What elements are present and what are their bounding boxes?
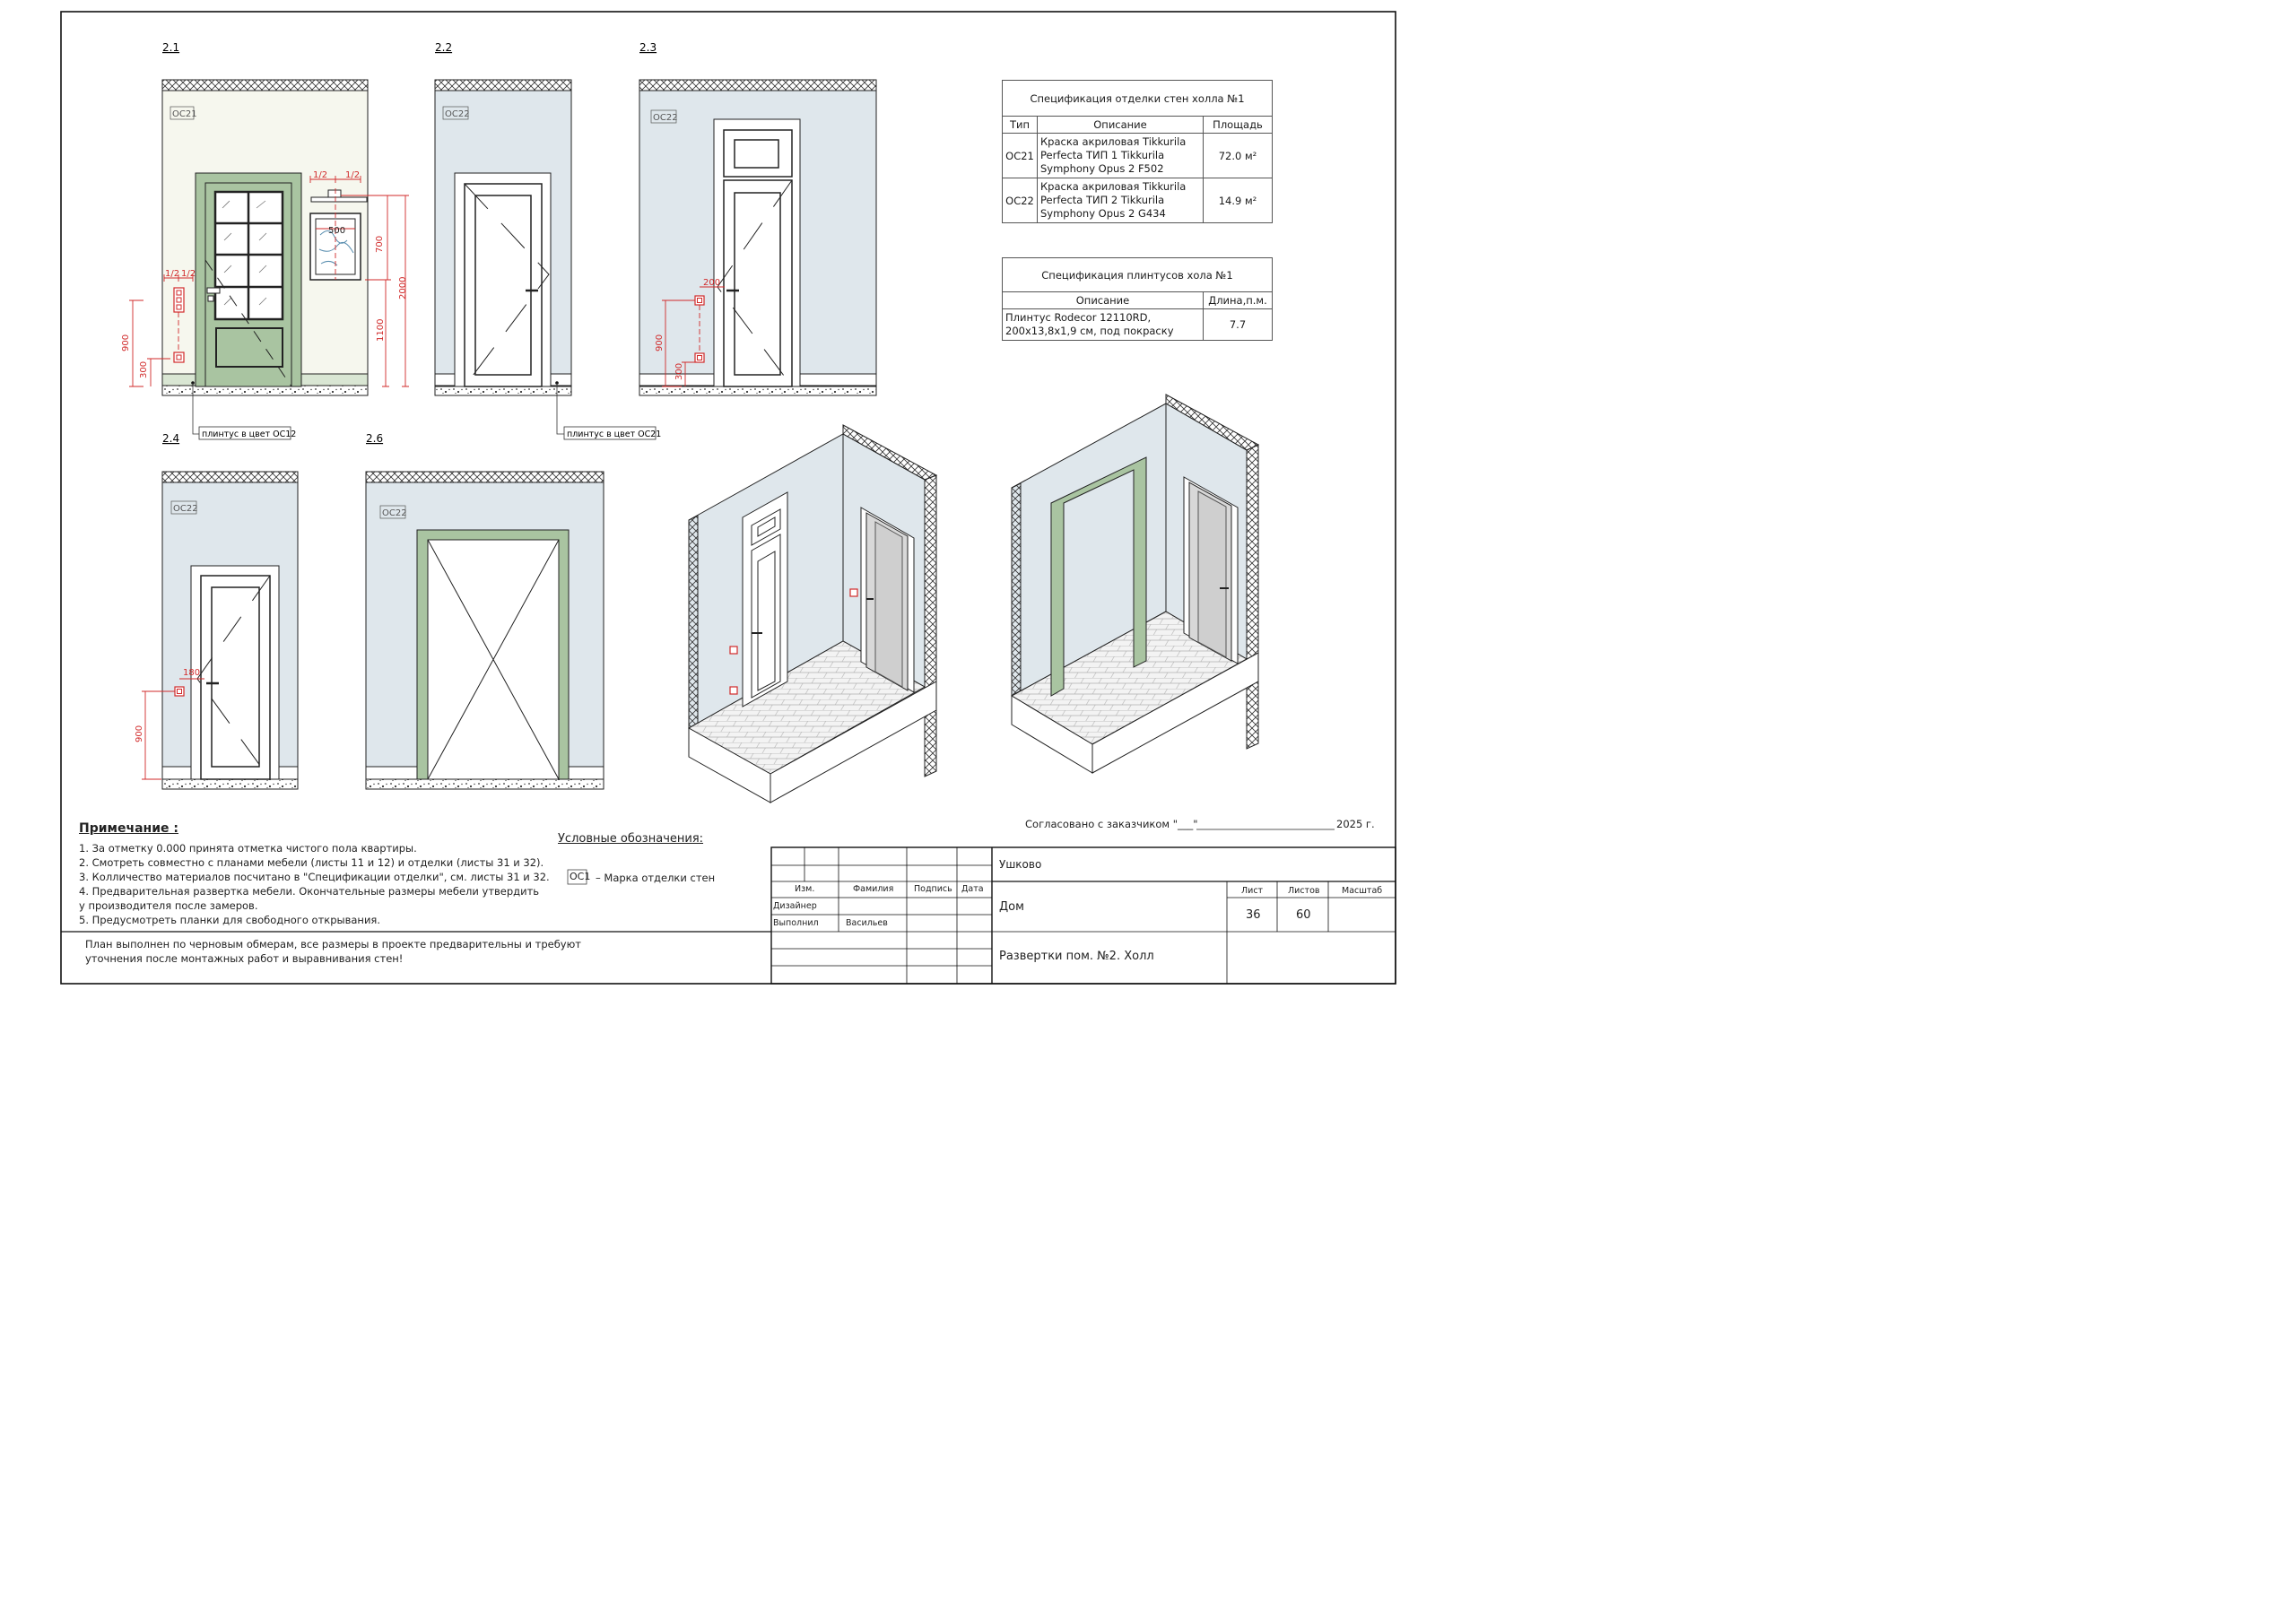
- note-item: 1. За отметку 0.000 принята отметка чистого пола квартиры.: [79, 842, 417, 855]
- col-sign: Подпись: [914, 884, 952, 894]
- finish-mark: ОС22: [173, 504, 198, 514]
- elevation-2-3: [639, 41, 876, 395]
- disclaimer-line: План выполнен по черновым обмерам, все размеры в проекте предварительны и требуют: [85, 938, 581, 950]
- project-name: Ушково: [999, 858, 1042, 871]
- dim-2000: 2000: [398, 276, 408, 299]
- row-area: 72.0 м²: [1204, 134, 1273, 178]
- col-area: Площадь: [1204, 117, 1273, 134]
- row-type: ОС21: [1003, 134, 1038, 178]
- col-family: Фамилия: [853, 884, 894, 894]
- dim-700: 700: [375, 235, 385, 253]
- dim-180: 180: [183, 668, 201, 678]
- view-label: 2.4: [162, 432, 180, 445]
- dim-1100: 1100: [376, 318, 386, 342]
- col-length: Длина,п.м.: [1204, 292, 1273, 309]
- finish-mark: ОС22: [382, 508, 407, 518]
- plinth-note: плинтус в цвет ОС12: [202, 430, 297, 439]
- sheet-title: Развертки пом. №2. Холл: [999, 950, 1154, 963]
- sheet-number: 36: [1246, 908, 1261, 922]
- wall-finish-spec-table: [1002, 80, 1273, 223]
- dim-half: 1/2: [345, 170, 361, 180]
- row-type: ОС22: [1003, 178, 1038, 223]
- elevation-2-6: [366, 432, 604, 789]
- elevation-2-4: [135, 432, 298, 789]
- dim-half: 1/2: [181, 269, 196, 279]
- approval-prefix: Согласовано с заказчиком "___": [1025, 818, 1198, 830]
- lists-label: Листов: [1288, 886, 1320, 896]
- disclaimer-line: уточнения после монтажных работ и выравнивания стен!: [85, 952, 404, 965]
- row-desc: Краска акриловая Tikkurila Perfecta ТИП 1 Tikkurila Symphony Opus 2 F502: [1038, 134, 1204, 178]
- col-type: Тип: [1003, 117, 1038, 134]
- col-desc: Описание: [1038, 117, 1204, 134]
- plinth-spec-title: Спецификация плинтусов хола №1: [1003, 258, 1273, 292]
- elevation-2-1: [121, 41, 409, 439]
- isometric-view-right: [1012, 395, 1258, 773]
- view-label: 2.1: [162, 41, 180, 54]
- row-area: 14.9 м²: [1204, 178, 1273, 223]
- dim-900: 900: [135, 725, 144, 742]
- row-desc: Плинтус Rodecor 12110RD, 200х13,8х1,9 см, под покраску: [1003, 309, 1204, 341]
- dim-900: 900: [121, 334, 131, 352]
- dim-half: 1/2: [165, 269, 180, 279]
- role-designer: Дизайнер: [773, 901, 817, 911]
- dim-900: 900: [655, 334, 665, 352]
- finish-mark: ОС21: [172, 109, 197, 119]
- dim-300: 300: [674, 362, 684, 380]
- finish-mark: ОС22: [445, 109, 470, 119]
- scale-label: Масштаб: [1342, 886, 1383, 896]
- approval-year: 2025 г.: [1336, 818, 1375, 830]
- role-performer: Выполнил: [773, 918, 819, 928]
- isometric-view-left: [689, 425, 936, 803]
- plinth-spec-table: [1002, 257, 1273, 341]
- wall-spec-title: Спецификация отделки стен холла №1: [1003, 81, 1273, 117]
- list-label: Лист: [1241, 886, 1264, 896]
- plinth-note: плинтус в цвет ОС21: [567, 430, 662, 439]
- sheet-count: 60: [1296, 908, 1311, 922]
- note-item: у производителя после замеров.: [79, 899, 258, 912]
- row-length: 7.7: [1204, 309, 1273, 341]
- dim-500: 500: [328, 226, 346, 236]
- legend-mark: ОС1: [570, 871, 591, 882]
- object-name: Дом: [999, 900, 1024, 914]
- col-izm: Изм.: [795, 884, 815, 894]
- row-desc: Краска акриловая Tikkurila Perfecta ТИП 2 Tikkurila Symphony Opus 2 G434: [1038, 178, 1204, 223]
- note-item: 2. Смотреть совместно с планами мебели (листы 11 и 12) и отделки (листы 31 и 32).: [79, 856, 544, 869]
- legend-title: Условные обозначения:: [558, 832, 704, 846]
- elevation-2-2: [435, 41, 661, 439]
- dim-200: 200: [703, 278, 721, 288]
- view-label: 2.3: [639, 41, 657, 54]
- note-item: 5. Предусмотреть планки для свободного открывания.: [79, 914, 380, 926]
- col-date: Дата: [961, 884, 984, 894]
- view-label: 2.6: [366, 432, 384, 445]
- note-item: 4. Предварительная развертка мебели. Окончательные размеры мебели утвердить: [79, 885, 540, 898]
- view-label: 2.2: [435, 41, 453, 54]
- performer-name: Васильев: [846, 918, 888, 928]
- finish-mark: ОС22: [653, 113, 678, 123]
- legend-text: – Марка отделки стен: [596, 872, 716, 884]
- col-desc: Описание: [1003, 292, 1204, 309]
- dim-half: 1/2: [313, 170, 328, 180]
- notes-title: Примечание :: [79, 821, 178, 836]
- note-item: 3. Колличество материалов посчитано в "Спецификации отделки", см. листы 31 и 32.: [79, 871, 550, 883]
- dim-300: 300: [139, 360, 149, 378]
